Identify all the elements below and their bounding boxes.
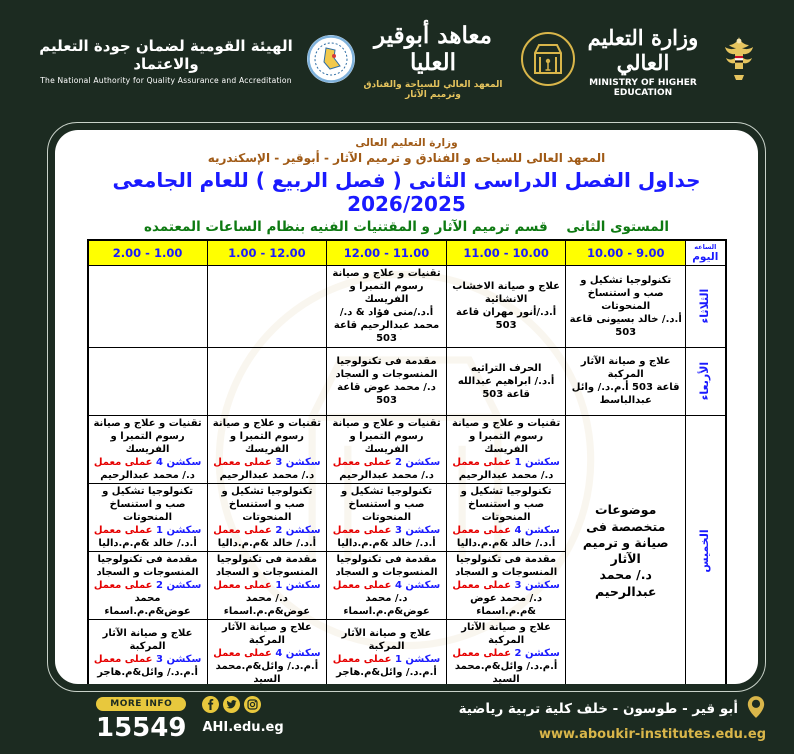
schedule-cell bbox=[446, 265, 566, 347]
cell-text: أ.د./أنور مهران قاعة 503 bbox=[456, 307, 557, 331]
twitter-icon[interactable] bbox=[223, 696, 240, 713]
cell-text: تقنيات و علاج و صيانة رسوم التمبرا و الفريسك bbox=[332, 417, 441, 455]
cell-text: د./ محمد عبدالرحيم bbox=[219, 469, 315, 481]
cell-text: أ.د./ خالد بسيونى قاعة 503 bbox=[569, 313, 682, 338]
cell-text: تقنيات و علاج و صيانة رسوم التمبرا و الفريسك bbox=[451, 417, 561, 455]
facebook-icon[interactable] bbox=[202, 696, 219, 713]
egypt-eagle-icon bbox=[720, 35, 758, 87]
day-name-text: الخميس bbox=[698, 529, 712, 573]
location-block bbox=[459, 695, 766, 742]
cell-text: عملى معمل bbox=[332, 579, 392, 591]
cell-text: تكنولوجيا تشكيل و صب و استنساخ المنحوتات bbox=[580, 274, 672, 312]
cell-text: عملى معمل bbox=[213, 524, 272, 536]
schedule-cell bbox=[566, 265, 686, 347]
schedule-cell bbox=[446, 619, 566, 684]
content-panel-frame bbox=[47, 122, 766, 692]
schedule-cell bbox=[88, 619, 208, 684]
authority-title-en: The National Authority for Quality Assurance and Accreditation bbox=[40, 76, 292, 85]
cell-text: سكشن 2 bbox=[394, 456, 441, 468]
social-icons bbox=[202, 696, 283, 713]
cell-text: أ.د./ خالد &م.م.داليا bbox=[98, 537, 197, 549]
cell-text: أ.د./ خالد &م.م.داليا bbox=[217, 537, 317, 549]
schedule-cell bbox=[88, 483, 208, 551]
day-name-text: الأربعاء bbox=[698, 361, 712, 401]
footer-band bbox=[0, 692, 794, 754]
cell-text: سكشن 3 bbox=[156, 654, 202, 665]
cell-text: أ.م.د./ وائل&م.محمد السيد bbox=[215, 660, 319, 684]
cell-text: عملى معمل bbox=[332, 524, 392, 536]
cell-text: د./ محمد عبدالرحيم bbox=[594, 567, 657, 599]
cell-text: عملى معمل bbox=[213, 647, 272, 659]
cell-text: سكشن 1 bbox=[514, 456, 560, 468]
cell-text: د./ محمد عوض قاعة 503 bbox=[337, 382, 436, 406]
cell-text: عملى معمل bbox=[93, 456, 153, 468]
cell-text: مقدمة فى تكنولوجيا المنسوجات و السجاد bbox=[215, 553, 318, 578]
institute-brand bbox=[356, 22, 576, 100]
cell-text: أ.د./ ابراهيم عبدالله قاعة 503 bbox=[457, 375, 555, 400]
address-text: أبو قير - طوسون - خلف كلية تربية رياضية bbox=[458, 700, 738, 717]
cell-text: أ.د./ خالد &م.م.داليا bbox=[337, 537, 436, 549]
schedule-cell bbox=[207, 483, 327, 551]
cell-text: علاج و صيانة الآثار المركبة bbox=[580, 356, 671, 380]
cell-text: عملى معمل bbox=[93, 524, 153, 536]
schedule-cell bbox=[327, 619, 447, 684]
content-panel bbox=[55, 130, 758, 684]
cell-text: محمد عوض&م.م.اسماء bbox=[104, 592, 191, 617]
cell-text: أ.م.د./ وائل&م.هاجر bbox=[97, 667, 198, 678]
ministry-line: وزارة التعليم العالى bbox=[355, 137, 458, 149]
cell-text: سكشن 3 bbox=[394, 524, 441, 536]
time-slot-header: 2.00 - 1.00 bbox=[88, 240, 208, 265]
schedule-cell bbox=[327, 415, 447, 483]
cell-text: تكنولوجيا تشكيل و صب و استنساخ المنحوتات bbox=[221, 485, 313, 523]
cell-text: عملى معمل bbox=[452, 579, 512, 591]
cell-text: د./ محمد عبدالرحيم bbox=[339, 469, 434, 481]
cell-text: الحرف التراثيه bbox=[470, 362, 542, 374]
schedule-cell bbox=[327, 265, 447, 347]
cell-text: مقدمة فى تكنولوجيا المنسوجات و السجاد bbox=[335, 356, 438, 380]
time-slot-header: 10.00 - 9.00 bbox=[566, 240, 686, 265]
cell-text: سكشن 1 bbox=[275, 579, 321, 591]
schedule-cell bbox=[207, 551, 327, 619]
day-name-text: الثلاثاء bbox=[698, 288, 712, 324]
schedule-cell bbox=[446, 415, 566, 483]
level-label: المستوى الثانى bbox=[566, 219, 669, 235]
ministry-name-en: MINISTRY OF HIGHER EDUCATION bbox=[589, 77, 697, 98]
schedule-cell bbox=[207, 265, 327, 347]
hotline-number: 15549 bbox=[96, 712, 187, 743]
schedule-cell bbox=[88, 415, 208, 483]
department-label: قسم ترميم الآثار و المقتنيات الفنيه بنظام الساعات المعتمده bbox=[144, 219, 548, 235]
day-column-header: الساعه اليوم bbox=[686, 240, 726, 265]
cell-text: سكشن 2 bbox=[156, 579, 202, 591]
ministry-brand bbox=[576, 25, 758, 98]
schedule-cell bbox=[566, 347, 686, 415]
schedule-cell bbox=[566, 415, 686, 684]
cell-text: سكشن 2 bbox=[275, 524, 321, 536]
cell-text: عملى معمل bbox=[332, 456, 392, 468]
cell-text: د./ محمد عبدالرحيم bbox=[100, 469, 195, 481]
cell-text: تكنولوجيا تشكيل و صب و استنساخ المنحوتات bbox=[460, 485, 552, 523]
cell-text: أ.د./منى فؤاد & د./ محمد عبدالرحيم قاعة 503 bbox=[333, 307, 440, 344]
time-slot-header: 1.00 - 12.00 bbox=[207, 240, 327, 265]
schedule-cell bbox=[207, 415, 327, 483]
cell-text: د./ محمد عوض&م.م.اسماء bbox=[343, 592, 430, 617]
cell-text: علاج و صيانة الاخشاب الانشائية bbox=[452, 281, 560, 305]
schedule-cell bbox=[327, 347, 447, 415]
cell-text: تقنيات و علاج و صيانة رسوم التمبرا و الفريسك bbox=[332, 268, 441, 305]
cell-text: تقنيات و علاج و صيانة رسوم التمبرا و الفريسك bbox=[212, 417, 322, 455]
cell-text: د./ محمد عوض&م.م.اسماء bbox=[223, 592, 311, 617]
schedule-cell bbox=[446, 551, 566, 619]
schedule-cell bbox=[446, 483, 566, 551]
contact-block bbox=[96, 696, 284, 741]
day-label bbox=[686, 415, 726, 684]
website-url-link[interactable]: www.aboukir-institutes.edu.eg bbox=[538, 726, 766, 742]
cell-text: علاج و صيانة الآثار المركبة bbox=[222, 621, 312, 646]
cell-text: مقدمة فى تكنولوجيا المنسوجات و السجاد bbox=[455, 553, 558, 578]
cell-text: عملى معمل bbox=[93, 654, 153, 665]
schedule-table bbox=[87, 239, 727, 684]
cell-text: تكنولوجيا تشكيل و صب و استنساخ المنحوتات bbox=[102, 485, 194, 523]
cell-text: سكشن 4 bbox=[156, 456, 202, 468]
accreditation-authority-brand bbox=[36, 34, 356, 88]
cell-text: علاج و صيانة الآثار المركبة bbox=[341, 628, 432, 652]
cell-text: سكشن 4 bbox=[394, 579, 441, 591]
cell-text: عملى معمل bbox=[213, 579, 272, 591]
schedule-cell bbox=[207, 619, 327, 684]
schedule-cell bbox=[88, 347, 208, 415]
time-slot-header: 12.00 - 11.00 bbox=[327, 240, 447, 265]
cell-text: تقنيات و علاج و صيانة رسوم التمبرا و الفريسك bbox=[93, 417, 202, 455]
cell-text: أ.م.د./ وائل&م.محمد السيد bbox=[454, 660, 558, 684]
page-title: جداول الفصل الدراسى الثانى ( فصل الربيع ) للعام الجامعى 2026/2025 bbox=[112, 168, 701, 216]
cell-text: قاعة 503 أ.م.د./ وائل عبدالباسط bbox=[571, 382, 680, 406]
cell-text: أ.د./ خالد &م.م.داليا bbox=[456, 537, 556, 549]
accreditation-seal-icon bbox=[306, 34, 356, 88]
cell-text: د./ محمد عبدالرحيم bbox=[458, 469, 554, 481]
cell-text: سكشن 3 bbox=[275, 456, 321, 468]
location-pin-icon bbox=[746, 695, 766, 723]
level-department-line bbox=[55, 219, 758, 235]
more-info-badge: MORE INFO bbox=[96, 697, 186, 711]
instagram-icon[interactable] bbox=[244, 696, 261, 713]
day-label bbox=[686, 347, 726, 415]
cell-text: سكشن 3 bbox=[514, 579, 560, 591]
cell-text: أ.م.د./ وائل&م.هاجر bbox=[336, 667, 437, 678]
cell-text: عملى معمل bbox=[213, 456, 272, 468]
authority-title-ar: الهيئة القومية لضمان جودة التعليم والاعتماد bbox=[39, 37, 293, 73]
institute-subtitle: المعهد العالي للسياحة والفنادق وترميم الآثار bbox=[363, 80, 503, 100]
day-label bbox=[686, 265, 726, 347]
cell-text: تكنولوجيا تشكيل و صب و استنساخ المنحوتات bbox=[341, 485, 432, 523]
schedule-cell bbox=[327, 483, 447, 551]
schedule-cell bbox=[446, 347, 566, 415]
cell-text: عملى معمل bbox=[452, 524, 512, 536]
schedule-cell bbox=[88, 551, 208, 619]
schedule-cell bbox=[207, 347, 327, 415]
cell-text: عملى معمل bbox=[452, 647, 512, 659]
schedule-cell bbox=[88, 265, 208, 347]
cell-text: مقدمة فى تكنولوجيا المنسوجات و السجاد bbox=[335, 553, 438, 578]
time-slot-header: 11.00 - 10.00 bbox=[446, 240, 566, 265]
cell-text: سكشن 4 bbox=[514, 524, 560, 536]
institute-line: المعهد العالى للسياحه و الفنادق و ترميم الآثار - أبوقير - الإسكندريه bbox=[207, 151, 606, 165]
temple-gate-emblem-icon bbox=[520, 31, 576, 91]
cell-text: عملى معمل bbox=[93, 579, 153, 591]
cell-text: علاج و صيانة الآثار المركبة bbox=[461, 621, 551, 646]
cell-text: سكشن 2 bbox=[514, 647, 560, 659]
institute-name: معاهد أبوقير العليا bbox=[374, 22, 492, 76]
cell-text: د./ محمد عوض &م.م.اسماء bbox=[470, 592, 543, 617]
cell-text: سكشن 1 bbox=[394, 654, 441, 665]
cell-text: سكشن 4 bbox=[275, 647, 321, 659]
cell-text: عملى معمل bbox=[332, 654, 392, 665]
schedule-cell bbox=[327, 551, 447, 619]
cell-text: مقدمة فى تكنولوجيا المنسوجات و السجاد bbox=[96, 553, 199, 578]
cell-text: سكشن 1 bbox=[156, 524, 202, 536]
header-band bbox=[0, 0, 794, 112]
cell-text: موضوعات متخصصة فى صيانة و ترميم الآثار bbox=[582, 502, 669, 566]
ministry-name-ar: وزارة التعليم العالي bbox=[587, 24, 699, 75]
cell-text: عملى معمل bbox=[452, 456, 512, 468]
cell-text: علاج و صيانة الآثار المركبة bbox=[102, 628, 193, 652]
institute-site-link[interactable]: AHI.edu.eg bbox=[202, 720, 284, 735]
